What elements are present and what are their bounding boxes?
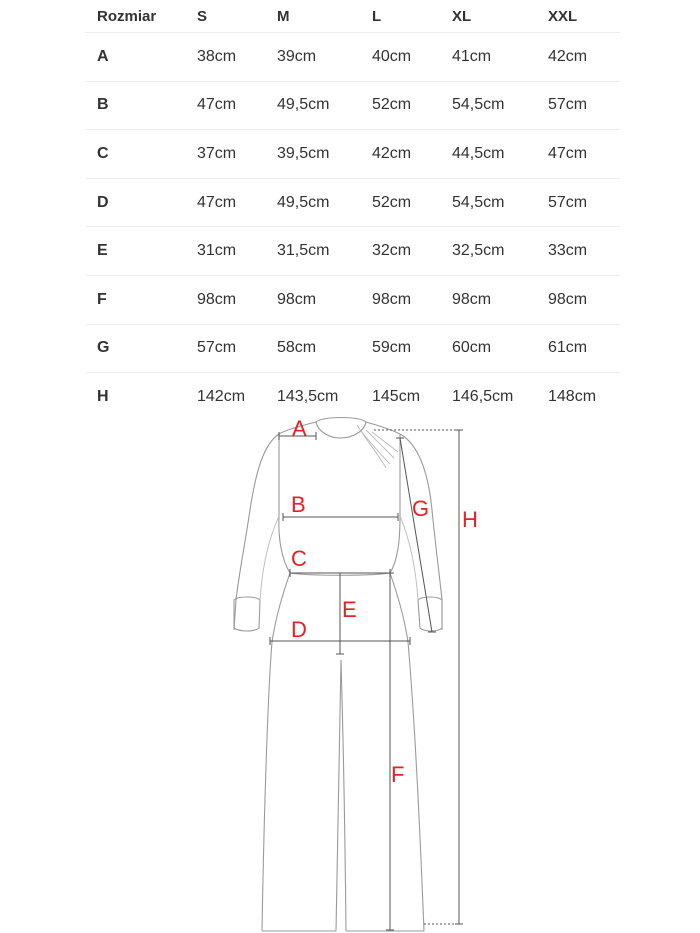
label-d: D bbox=[291, 617, 307, 642]
table-cell: 98cm bbox=[452, 275, 548, 324]
table-cell: 60cm bbox=[452, 324, 548, 373]
table-cell: 148cm bbox=[548, 387, 597, 405]
table-cell: 143,5cm bbox=[277, 387, 339, 405]
header-l: L bbox=[372, 0, 452, 33]
table-cell: 47cm bbox=[197, 178, 277, 227]
table-cell: 146,5cm bbox=[452, 387, 514, 405]
table-cell: 42cm bbox=[372, 130, 452, 179]
jumpsuit-measurement-diagram bbox=[0, 410, 700, 933]
table-cell: 142cm bbox=[197, 387, 246, 405]
table-cell: 38cm bbox=[197, 33, 277, 82]
table-cell: 47cm bbox=[548, 130, 620, 179]
table-cell: 57cm bbox=[548, 81, 620, 130]
table-cell: 33cm bbox=[548, 227, 620, 276]
table-cell: 98cm bbox=[277, 275, 372, 324]
label-g: G bbox=[412, 496, 430, 521]
table-cell: 57cm bbox=[548, 178, 620, 227]
table-cell: 61cm bbox=[548, 324, 620, 373]
size-chart-table bbox=[85, 0, 620, 421]
table-cell: 57cm bbox=[197, 324, 277, 373]
header-s: S bbox=[197, 0, 277, 33]
row-label: G bbox=[85, 324, 197, 373]
row-label: A bbox=[85, 33, 197, 82]
table-cell: 52cm bbox=[372, 81, 452, 130]
row-label: F bbox=[85, 275, 197, 324]
label-a: A bbox=[292, 416, 307, 441]
table-cell: 47cm bbox=[197, 81, 277, 130]
table-row bbox=[85, 178, 620, 227]
table-row bbox=[85, 275, 620, 324]
table-cell: 41cm bbox=[452, 33, 548, 82]
table-cell: 49,5cm bbox=[277, 81, 372, 130]
table-row bbox=[85, 324, 620, 373]
label-e: E bbox=[342, 597, 357, 622]
table-row bbox=[85, 33, 620, 82]
table-cell: 58cm bbox=[277, 324, 372, 373]
table-row bbox=[85, 227, 620, 276]
table-cell: 54,5cm bbox=[452, 178, 548, 227]
table-cell: 37cm bbox=[197, 130, 277, 179]
table-cell: 145cm bbox=[372, 387, 421, 405]
table-cell: 39,5cm bbox=[277, 130, 372, 179]
table-row bbox=[85, 130, 620, 179]
table-cell: 39cm bbox=[277, 33, 372, 82]
table-cell: 59cm bbox=[372, 324, 452, 373]
table-cell: 32cm bbox=[372, 227, 452, 276]
row-label: H bbox=[97, 387, 109, 405]
table-cell: 31cm bbox=[197, 227, 277, 276]
header-xxl: XXL bbox=[548, 0, 620, 33]
measure-line-g bbox=[400, 438, 432, 632]
table-cell: 42cm bbox=[548, 33, 620, 82]
label-b: B bbox=[291, 492, 306, 517]
table-cell: 52cm bbox=[372, 178, 452, 227]
label-h: H bbox=[462, 507, 478, 532]
table-cell: 98cm bbox=[197, 275, 277, 324]
table-row bbox=[85, 81, 620, 130]
row-label: C bbox=[85, 130, 197, 179]
header-size: Rozmiar bbox=[85, 0, 197, 33]
row-label: B bbox=[85, 81, 197, 130]
table-cell: 98cm bbox=[548, 275, 620, 324]
row-label: D bbox=[85, 178, 197, 227]
table-cell: 98cm bbox=[372, 275, 452, 324]
measurement-labels bbox=[291, 416, 478, 787]
table-cell: 49,5cm bbox=[277, 178, 372, 227]
table-header-row bbox=[85, 0, 620, 33]
table-cell: 31,5cm bbox=[277, 227, 372, 276]
row-label: E bbox=[85, 227, 197, 276]
header-m: M bbox=[277, 0, 372, 33]
label-c: C bbox=[291, 546, 307, 571]
label-f: F bbox=[391, 762, 405, 787]
table-cell: 44,5cm bbox=[452, 130, 548, 179]
table-cell: 40cm bbox=[372, 33, 452, 82]
table-cell: 54,5cm bbox=[452, 81, 548, 130]
jumpsuit-outline bbox=[234, 418, 442, 932]
table-cell: 32,5cm bbox=[452, 227, 548, 276]
header-xl: XL bbox=[452, 0, 548, 33]
